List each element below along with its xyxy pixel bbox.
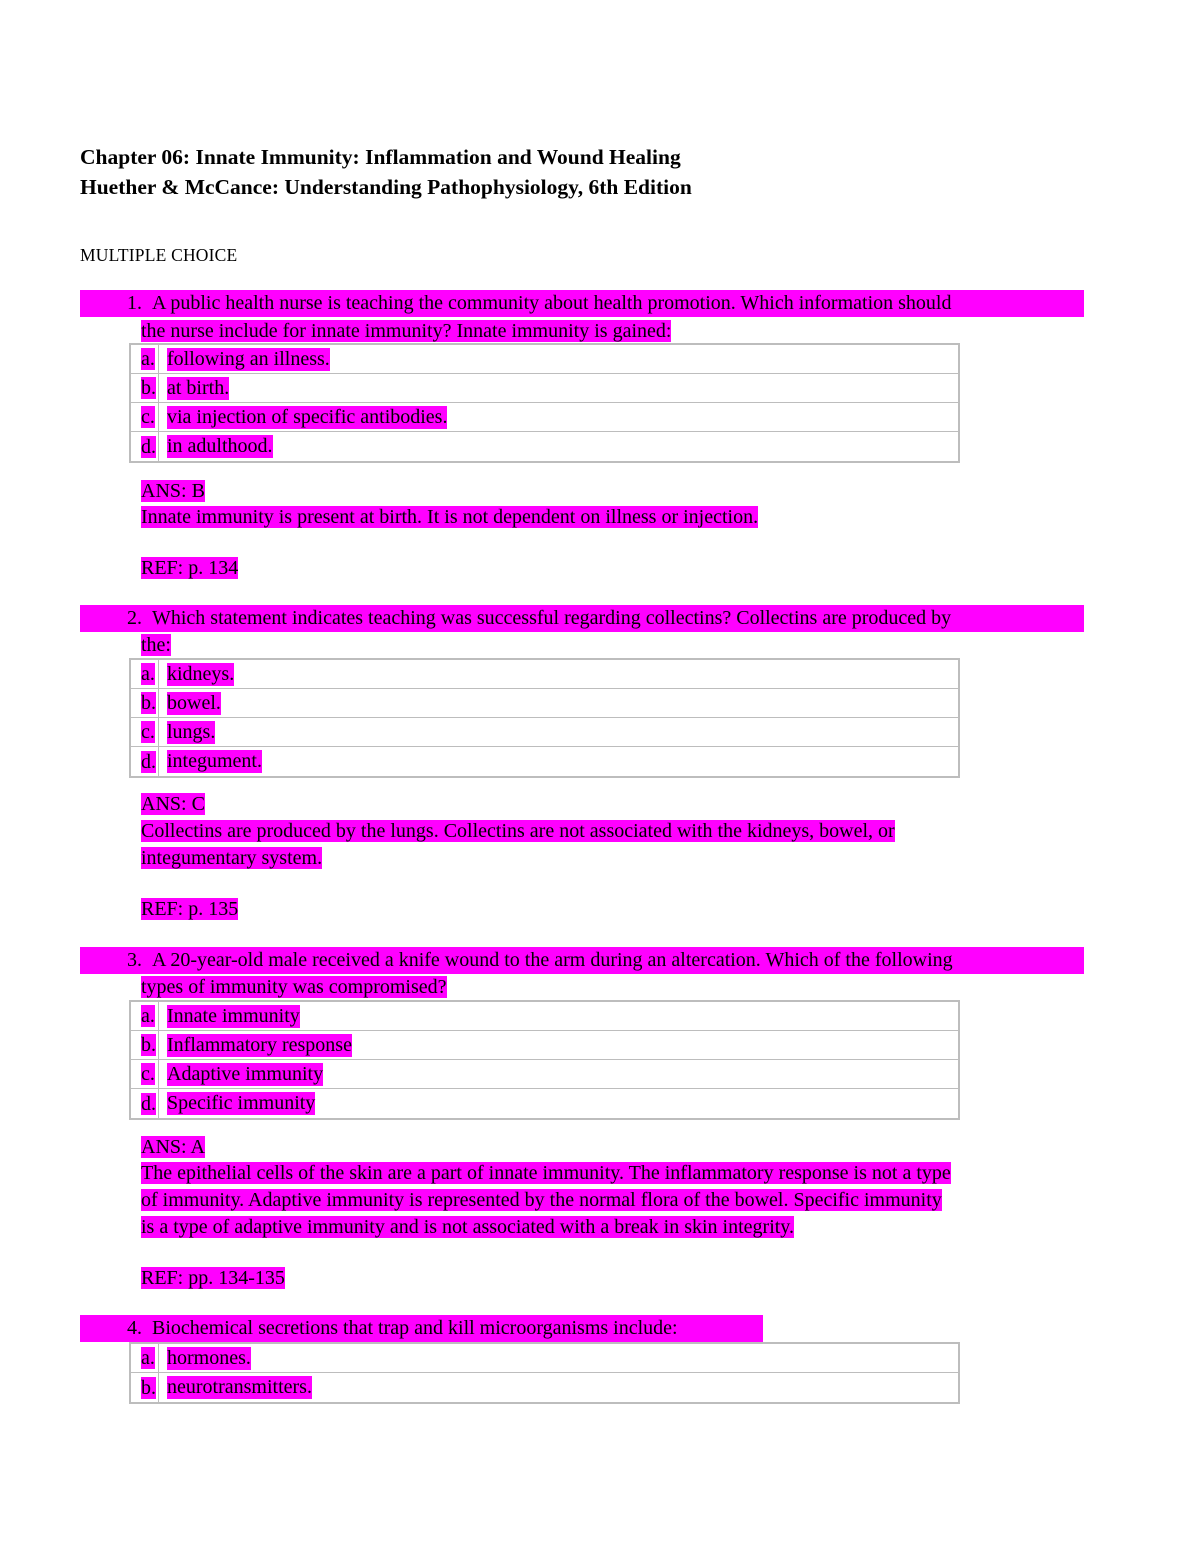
choice-text: Specific immunity	[167, 1092, 316, 1114]
question-1-text-1: A public health nurse is teaching the community about health promotion. Which information should	[152, 292, 952, 314]
question-4-number: 4.	[127, 1317, 142, 1339]
choice-row	[131, 432, 958, 461]
choice-text: in adulthood.	[167, 435, 273, 457]
rationale-line: integumentary system.	[141, 847, 323, 869]
answer-text: ANS: A	[141, 1136, 205, 1158]
question-4-line-1	[80, 1315, 763, 1342]
question-1-answer	[141, 478, 205, 505]
choice-row	[131, 374, 958, 403]
choice-row	[131, 1344, 958, 1373]
question-1-line-1	[80, 290, 1084, 317]
choice-letter: c.	[141, 721, 155, 743]
choice-text: following an illness.	[167, 347, 330, 370]
choice-letter: a.	[141, 1005, 155, 1027]
choice-text: integument.	[167, 750, 262, 772]
choice-letter: b.	[141, 1034, 156, 1056]
choice-row	[131, 1002, 958, 1031]
answer-text: ANS: B	[141, 480, 205, 502]
question-1-rationale	[141, 504, 758, 531]
choice-text: neurotransmitters.	[167, 1376, 312, 1398]
question-2-ref	[141, 896, 238, 923]
question-2-text-2: the:	[141, 634, 171, 656]
choice-text: lungs.	[167, 720, 216, 743]
choice-text: bowel.	[167, 691, 221, 714]
choice-letter: c.	[141, 406, 155, 428]
rationale-line: Collectins are produced by the lungs. Collectins are not associated with the kidneys, bowel, or	[141, 820, 895, 842]
question-1-line-2	[141, 318, 671, 345]
question-4-text-1: Biochemical secretions that trap and kill microorganisms include:	[152, 1317, 678, 1339]
question-3-line-1	[80, 947, 1084, 974]
choice-text: at birth.	[167, 376, 230, 399]
choice-text: hormones.	[167, 1346, 251, 1369]
question-3-ref	[141, 1265, 285, 1292]
question-4-choices	[129, 1342, 960, 1404]
question-2-number: 2.	[127, 607, 142, 629]
choice-letter: d.	[141, 750, 156, 773]
choice-text: Adaptive immunity	[167, 1062, 324, 1085]
rationale-line: Innate immunity is present at birth. It is not dependent on illness or injection.	[141, 506, 759, 528]
choice-row	[131, 345, 958, 374]
ref-text: REF: p. 135	[141, 898, 239, 920]
choice-text: kidneys.	[167, 662, 235, 685]
choice-row	[131, 747, 958, 776]
question-2-rationale	[141, 818, 895, 872]
choice-letter: b.	[141, 1376, 156, 1399]
choice-row	[131, 718, 958, 747]
choice-letter: d.	[141, 1092, 156, 1115]
question-1-text-2: the nurse include for innate immunity? Innate immunity is gained:	[141, 320, 672, 342]
choice-text: Innate immunity	[167, 1004, 300, 1027]
choice-row	[131, 1373, 958, 1402]
question-1-number: 1.	[127, 292, 142, 314]
choice-row	[131, 1031, 958, 1060]
ref-text: REF: pp. 134-135	[141, 1267, 285, 1289]
question-3-rationale	[141, 1160, 951, 1241]
choice-text: via injection of specific antibodies.	[167, 405, 448, 428]
choice-text: Inflammatory response	[167, 1033, 352, 1056]
question-3-text-2: types of immunity was compromised?	[141, 976, 447, 998]
question-2-text-1: Which statement indicates teaching was successful regarding collectins? Collectins are produced by	[152, 607, 952, 629]
choice-letter: a.	[141, 1347, 155, 1369]
rationale-line: The epithelial cells of the skin are a part of innate immunity. The inflammatory response is not a type	[141, 1162, 951, 1184]
rationale-line: of immunity. Adaptive immunity is represented by the normal flora of the bowel. Specific immunity	[141, 1189, 942, 1211]
choice-row	[131, 689, 958, 718]
book-title: Huether & McCance: Understanding Pathophysiology, 6th Edition	[80, 175, 692, 199]
question-2-choices	[129, 658, 960, 778]
section-label: MULTIPLE CHOICE	[80, 245, 238, 265]
choice-letter: c.	[141, 1063, 155, 1085]
question-2-line-2	[141, 632, 171, 659]
question-2-answer	[141, 791, 205, 818]
ref-text: REF: p. 134	[141, 557, 239, 579]
question-3-line-2	[141, 974, 447, 1001]
choice-letter: a.	[141, 663, 155, 685]
choice-row	[131, 660, 958, 689]
question-1-choices	[129, 343, 960, 463]
question-2-line-1	[80, 605, 1084, 632]
rationale-line: is a type of adaptive immunity and is not associated with a break in skin integrity.	[141, 1216, 795, 1238]
choice-letter: b.	[141, 692, 156, 714]
answer-text: ANS: C	[141, 793, 205, 815]
question-3-answer	[141, 1134, 205, 1161]
question-3-choices	[129, 1000, 960, 1120]
chapter-title: Chapter 06: Innate Immunity: Inflammation and Wound Healing	[80, 145, 681, 169]
choice-row	[131, 1089, 958, 1118]
choice-letter: b.	[141, 377, 156, 399]
choice-row	[131, 403, 958, 432]
question-1-ref	[141, 555, 238, 582]
choice-row	[131, 1060, 958, 1089]
choice-letter: a.	[141, 348, 155, 370]
choice-letter: d.	[141, 435, 156, 458]
question-3-number: 3.	[127, 949, 142, 971]
question-3-text-1: A 20-year-old male received a knife wound to the arm during an altercation. Which of the following	[152, 949, 953, 971]
